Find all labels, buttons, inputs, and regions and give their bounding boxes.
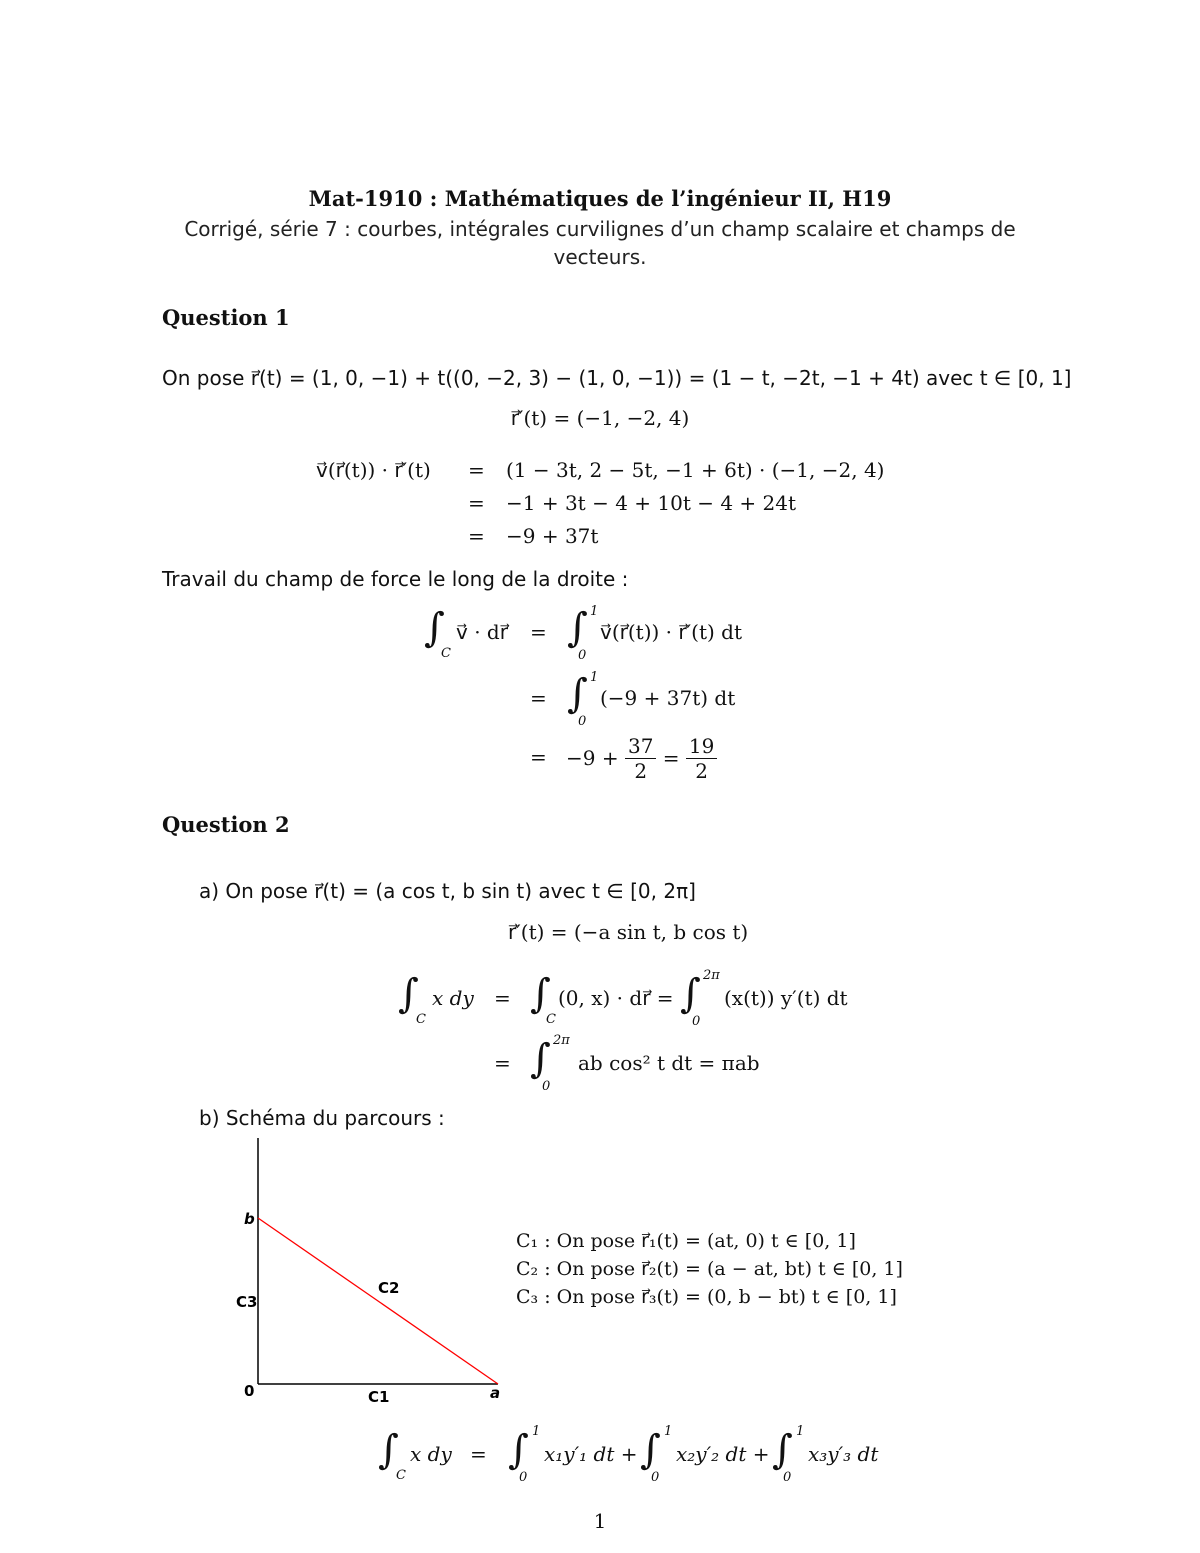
fraction-37-2 xyxy=(625,734,656,783)
integral-upper-limit: 1 xyxy=(664,1424,673,1439)
result-eq: = xyxy=(662,746,680,770)
document-subtitle-line2: vecteurs. xyxy=(553,245,647,269)
integral-sign: ∫ xyxy=(567,671,588,717)
integral-sign: ∫ xyxy=(530,1036,551,1082)
q1-dot-row2: −1 + 3t − 4 + 10t − 4 + 24t xyxy=(506,491,797,515)
label-origin: 0 xyxy=(244,1382,255,1400)
label-b: b xyxy=(244,1210,255,1228)
integral-sub-c: C xyxy=(546,1012,556,1027)
q1-dot-lhs: v⃗(r⃗(t)) · r⃗′(t) xyxy=(316,458,431,482)
numerator: 37 xyxy=(625,734,656,759)
q1-eq-sign-2: = xyxy=(468,491,485,515)
q1-int-eq-2: = xyxy=(530,686,547,710)
label-c3: C3 xyxy=(236,1293,258,1311)
label-c2: C2 xyxy=(378,1279,400,1297)
integral-sign: ∫ xyxy=(530,971,551,1017)
path-diagram xyxy=(230,1130,520,1410)
q2a-eq-1: = xyxy=(494,986,511,1010)
q2a-row1a: (0, x) · dr⃗ = xyxy=(558,986,674,1010)
q2a-parametrization: a) On pose r⃗(t) = (a cos t, b sin t) avec t ∈ [0, 2π] xyxy=(199,879,696,903)
integral-upper-limit: 1 xyxy=(796,1424,805,1439)
integral-lower-limit: 0 xyxy=(783,1470,792,1485)
q1-derivative: r⃗′(t) = (−1, −2, 4) xyxy=(510,406,690,430)
q2a-row1b: (x(t)) y′(t) dt xyxy=(724,986,848,1010)
q1-final-result xyxy=(566,730,717,786)
document-title: Mat-1910 : Mathématiques de l’ingénieur II, H19 xyxy=(308,186,892,211)
integral-sign: ∫ xyxy=(424,605,445,651)
label-a: a xyxy=(490,1384,501,1402)
integral-sign: ∫ xyxy=(567,605,588,651)
q1-parametrization: On pose r⃗(t) = (1, 0, −1) + t((0, −2, 3) − (1, 0, −1)) = (1 − t, −2t, −1 + 4t) avec t ∈ [0, 1] xyxy=(162,366,1072,390)
q1-eq-sign-3: = xyxy=(468,524,485,548)
q2b-final-term1: x₁y′₁ dt + xyxy=(544,1442,638,1466)
result-prefix: −9 + xyxy=(566,746,619,770)
q1-dot-row3: −9 + 37t xyxy=(506,524,599,548)
q1-int-row1: v⃗(r⃗(t)) · r⃗′(t) dt xyxy=(600,620,742,644)
denominator: 2 xyxy=(695,758,708,783)
page-number: 1 xyxy=(593,1509,607,1533)
q2b-c3-param: C₃ : On pose r⃗₃(t) = (0, b − bt) t ∈ [0, 1] xyxy=(516,1286,897,1308)
integral-sign: ∫ xyxy=(772,1427,793,1473)
integral-upper-limit: 1 xyxy=(590,604,599,619)
q2b-final-lhs: x dy xyxy=(410,1442,452,1466)
q2b-schema-text: b) Schéma du parcours : xyxy=(199,1106,445,1130)
q2b-c2-param: C₂ : On pose r⃗₂(t) = (a − at, bt) t ∈ [0, 1] xyxy=(516,1258,903,1280)
q1-eq-sign-1: = xyxy=(468,458,485,482)
integral-upper-limit: 1 xyxy=(532,1424,541,1439)
integral-upper-limit: 1 xyxy=(590,670,599,685)
c2-segment xyxy=(258,1218,498,1384)
denominator: 2 xyxy=(634,758,648,783)
q2a-lhs: x dy xyxy=(432,986,474,1010)
integral-lower-limit: 0 xyxy=(578,648,587,663)
integral-sign: ∫ xyxy=(508,1427,529,1473)
integral-lower-limit: 0 xyxy=(692,1014,701,1029)
q1-int-row2: (−9 + 37t) dt xyxy=(600,686,736,710)
q2a-eq-2: = xyxy=(494,1051,511,1075)
integral-lower-limit: 0 xyxy=(519,1470,528,1485)
q1-int-eq-3: = xyxy=(530,745,547,769)
integral-upper-limit: 2π xyxy=(553,1033,570,1048)
q2b-c1-param: C₁ : On pose r⃗₁(t) = (at, 0) t ∈ [0, 1] xyxy=(516,1230,856,1252)
label-c1: C1 xyxy=(368,1388,390,1406)
q1-int-eq-1: = xyxy=(530,620,547,644)
question-1-heading: Question 1 xyxy=(162,305,290,330)
q2b-final-eq: = xyxy=(470,1442,487,1466)
fraction-19-2 xyxy=(686,734,717,783)
document-subtitle-line1: Corrigé, série 7 : courbes, intégrales curvilignes d’un champ scalaire et champs de xyxy=(184,217,1016,241)
q1-int-lhs: v⃗ · dr⃗ xyxy=(456,620,508,644)
q1-dot-row1: (1 − 3t, 2 − 5t, −1 + 6t) · (−1, −2, 4) xyxy=(506,458,885,482)
q2b-final-term2: x₂y′₂ dt + xyxy=(676,1442,770,1466)
integral-upper-limit: 2π xyxy=(703,968,720,983)
integral-lower-limit: 0 xyxy=(578,714,587,729)
q1-travail-text: Travail du champ de force le long de la droite : xyxy=(162,567,629,591)
integral-sign: ∫ xyxy=(398,971,419,1017)
integral-sign: ∫ xyxy=(680,971,701,1017)
q2b-final-term3: x₃y′₃ dt xyxy=(808,1442,879,1466)
question-2-heading: Question 2 xyxy=(162,812,290,837)
integral-sub-c: C xyxy=(441,646,451,661)
numerator: 19 xyxy=(686,734,717,759)
q2a-derivative: r⃗′(t) = (−a sin t, b cos t) xyxy=(508,920,749,944)
integral-sign: ∫ xyxy=(378,1427,399,1473)
integral-sub-c: C xyxy=(416,1012,426,1027)
integral-lower-limit: 0 xyxy=(651,1470,660,1485)
q2a-row2: ab cos² t dt = πab xyxy=(578,1051,760,1075)
integral-sub-c: C xyxy=(396,1468,406,1483)
integral-sign: ∫ xyxy=(640,1427,661,1473)
integral-lower-limit: 0 xyxy=(542,1079,551,1094)
